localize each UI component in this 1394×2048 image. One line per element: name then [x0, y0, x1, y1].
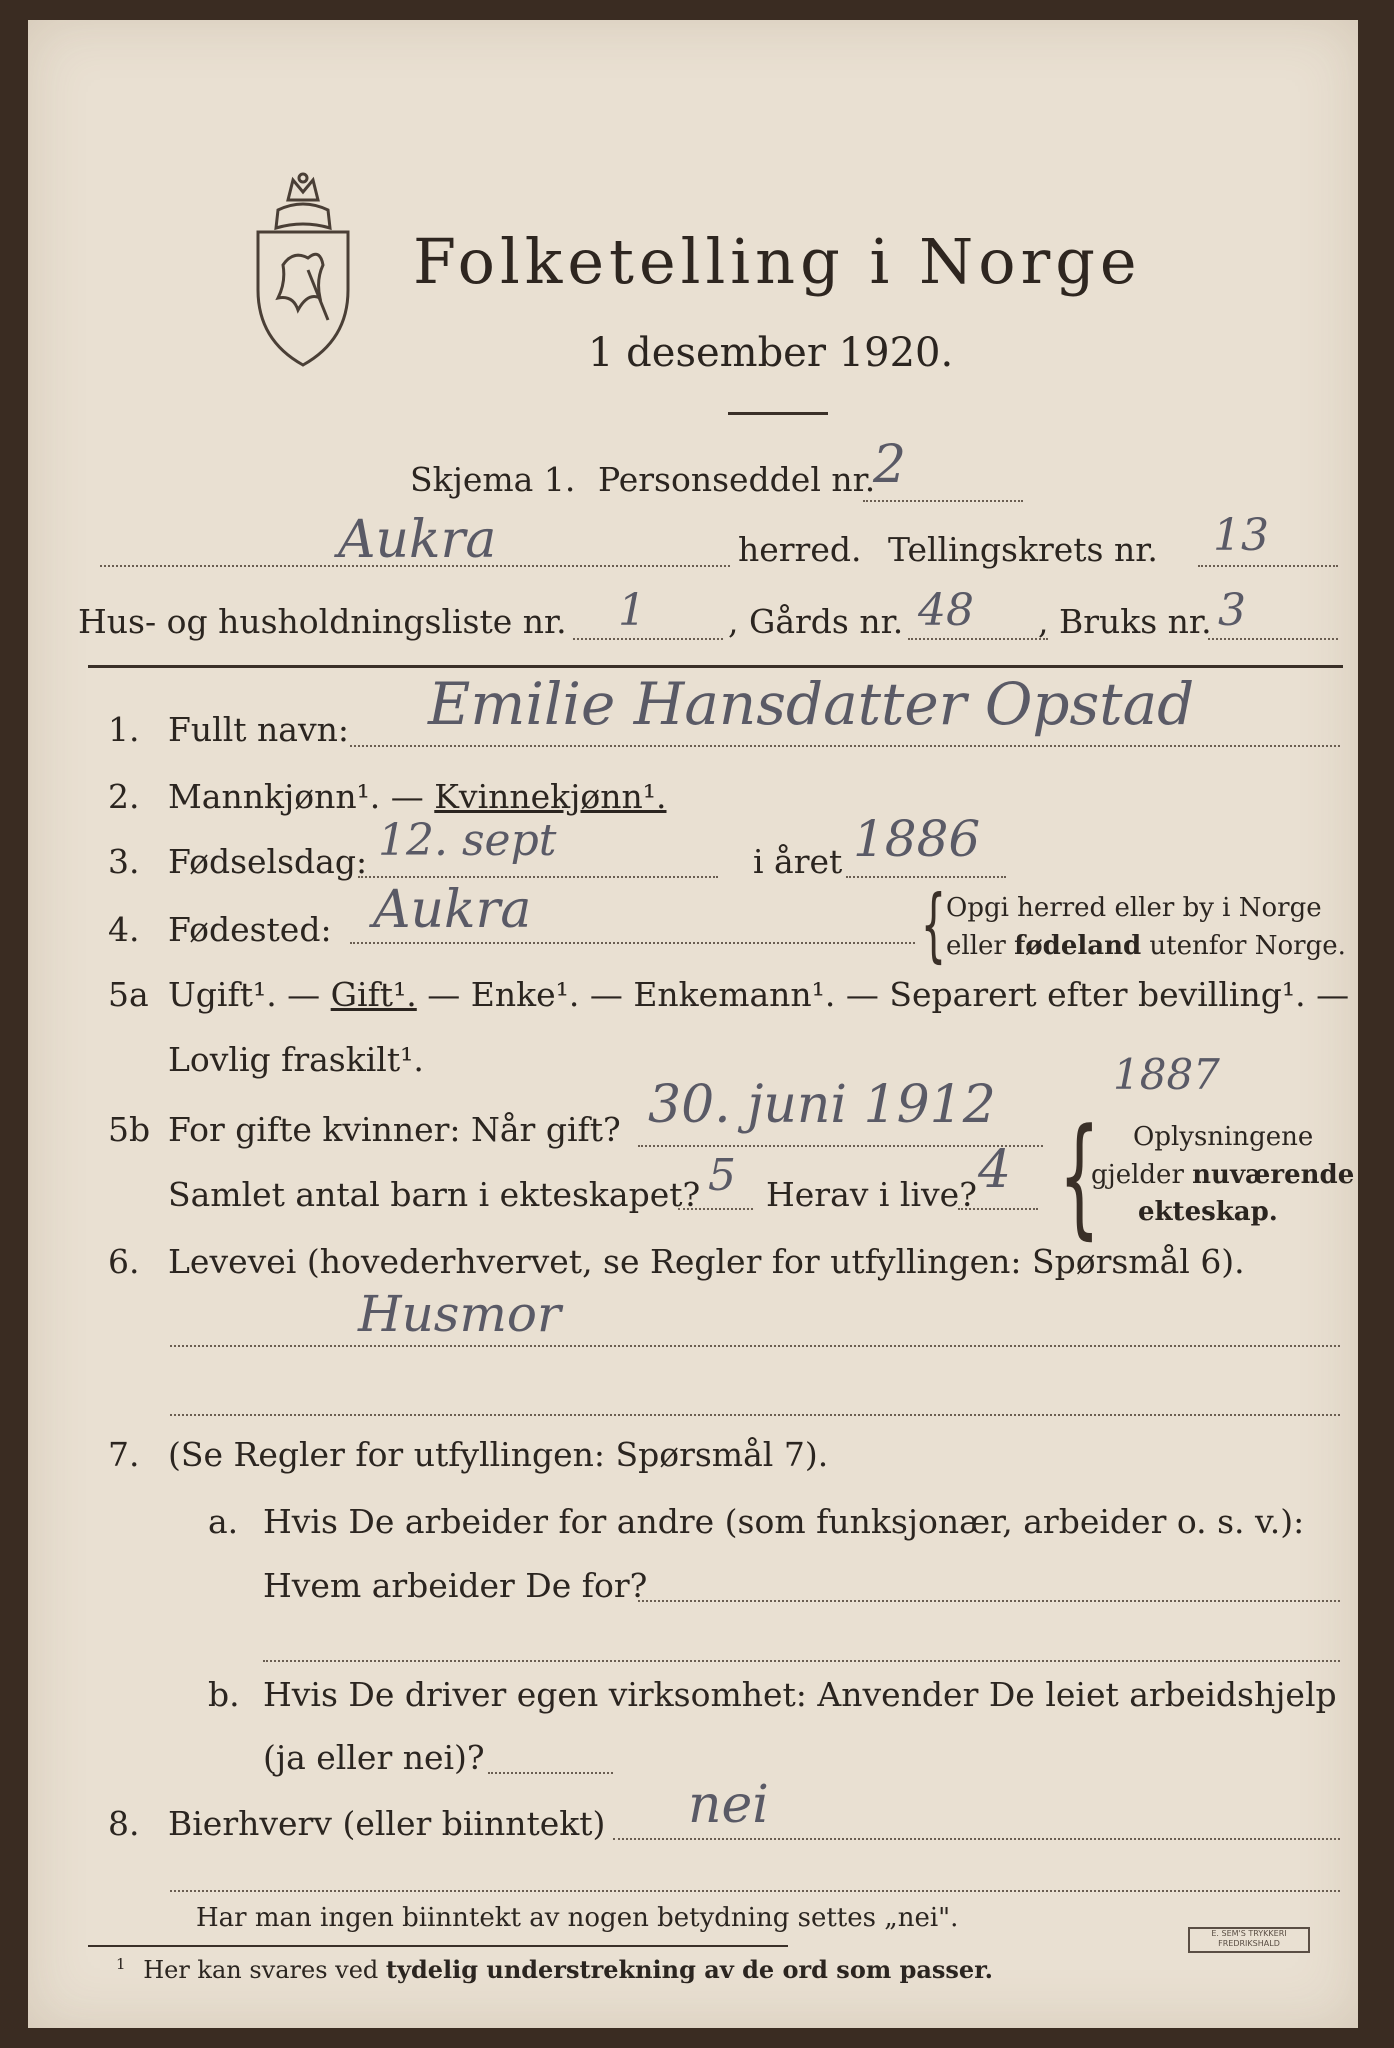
- form-title: Folketelling i Norge: [413, 225, 1142, 298]
- q8-number: 8.: [108, 1804, 140, 1843]
- q5a-dash-2: —: [416, 975, 471, 1014]
- gards-label: , Gårds nr.: [728, 602, 904, 641]
- fodselsar-value[interactable]: 1886: [853, 810, 981, 868]
- q5b-note-naevaerende: nuværende: [1192, 1160, 1355, 1190]
- q5a-dash-5: —: [1305, 975, 1350, 1014]
- q5a-options: [168, 975, 1349, 1014]
- q4-note-utenfor: utenfor Norge.: [1141, 931, 1346, 961]
- q4-note-line1: Opgi herred eller by i Norge: [946, 893, 1322, 923]
- header-rule: [88, 665, 1343, 668]
- fullt-navn-value[interactable]: Emilie Hansdatter Opstad: [428, 670, 1195, 738]
- skjema-label: Skjema 1.: [410, 460, 576, 499]
- q4-brace: {: [920, 878, 947, 971]
- separert-option[interactable]: Separert efter bevilling¹.: [889, 975, 1306, 1014]
- q7a-line-1: [638, 1600, 1340, 1602]
- bruks-label: , Bruks nr.: [1038, 602, 1212, 641]
- tellingskrets-value[interactable]: 13: [1213, 510, 1269, 561]
- q7-number: 7.: [108, 1435, 140, 1474]
- live-line: [958, 1208, 1038, 1210]
- q8-extra-line: [170, 1890, 1340, 1892]
- hus-line: [573, 638, 723, 640]
- footnote-emphasis: tydelig understrekning av de ord som passer.: [385, 1955, 993, 1984]
- mannkjonn-option[interactable]: Mannkjønn¹.: [168, 777, 381, 816]
- footnote: [116, 1955, 993, 1984]
- q6-line-1: [170, 1345, 1340, 1347]
- title-divider: [728, 412, 828, 415]
- q8-line: [613, 1838, 1340, 1840]
- norway-coat-of-arms-icon: [248, 170, 358, 374]
- live-label: Herav i live?: [766, 1175, 977, 1214]
- q7b-line: [488, 1772, 613, 1774]
- q3-number: 3.: [108, 842, 140, 881]
- tellingskrets-label: Tellingskrets nr.: [888, 530, 1158, 569]
- gift-dato-value[interactable]: 30. juni 1912: [648, 1075, 996, 1135]
- i-live-value[interactable]: 4: [978, 1140, 1012, 1200]
- q5b-label: For gifte kvinner: Når gift?: [168, 1110, 621, 1149]
- barn-label: Samlet antal barn i ekteskapet?: [168, 1175, 701, 1214]
- levevei-value[interactable]: Husmor: [358, 1285, 561, 1343]
- q1-label: Fullt navn:: [168, 710, 349, 749]
- q7a-label: Hvis De arbeider for andre (som funksjonær, arbeider o. s. v.):: [263, 1502, 1305, 1541]
- q5b-note-line2: [1091, 1160, 1354, 1190]
- enke-option[interactable]: Enke¹.: [470, 975, 580, 1014]
- q5a-dash-3: —: [579, 975, 634, 1014]
- bierhverv-value[interactable]: nei: [688, 1775, 769, 1835]
- q4-line: [350, 942, 915, 944]
- census-form-page: [28, 20, 1358, 2028]
- q4-note-fodeland: fødeland: [1014, 931, 1142, 961]
- bruks-value[interactable]: 3: [1218, 585, 1246, 636]
- q6-number: 6.: [108, 1242, 140, 1281]
- q5b-brace: {: [1058, 1100, 1101, 1252]
- q6-label: Levevei (hovederhvervet, se Regler for utfyllingen: Spørsmål 6).: [168, 1242, 1245, 1281]
- fodested-value[interactable]: Aukra: [373, 880, 532, 940]
- q7-label: (Se Regler for utfyllingen: Spørsmål 7).: [168, 1435, 829, 1474]
- q4-note-eller: eller: [946, 931, 1015, 961]
- q2-options: [168, 777, 667, 816]
- gards-value[interactable]: 48: [918, 585, 974, 636]
- q7b-letter: b.: [208, 1675, 240, 1714]
- q3-label: Fødselsdag:: [168, 842, 368, 881]
- q7a-question: Hvem arbeider De for?: [263, 1566, 648, 1605]
- q5a-dash-1: —: [276, 975, 331, 1014]
- fodselsdag-value[interactable]: 12. sept: [378, 815, 557, 866]
- personseddel-label: Personseddel nr.: [598, 460, 876, 499]
- antal-barn-value[interactable]: 5: [708, 1150, 736, 1201]
- q7b-label: Hvis De driver egen virksomhet: Anvender De leiet arbeidshjelp: [263, 1675, 1337, 1714]
- fraskilt-option[interactable]: Lovlig fraskilt¹.: [168, 1040, 424, 1079]
- herred-label: herred.: [738, 530, 862, 569]
- ugift-option[interactable]: Ugift¹.: [168, 975, 277, 1014]
- q6-line-2: [170, 1414, 1340, 1416]
- q2-separator: —: [380, 777, 435, 816]
- hus-value[interactable]: 1: [618, 585, 646, 636]
- q4-number: 4.: [108, 910, 140, 949]
- printer-stamp: [1188, 1927, 1310, 1953]
- q5b-number: 5b: [108, 1110, 151, 1149]
- stamp-line-1: E. SEM'S TRYKKERI: [1211, 1929, 1287, 1938]
- footer-note: Har man ingen biinntekt av nogen betydning settes „nei".: [196, 1903, 959, 1933]
- footnote-text: Her kan svares ved: [143, 1956, 386, 1984]
- tellingskrets-line: [1198, 565, 1338, 567]
- gift-option[interactable]: Gift¹.: [330, 975, 417, 1014]
- q8-label: Bierhverv (eller biinntekt): [168, 1804, 606, 1843]
- q4-label: Fødested:: [168, 910, 332, 949]
- q1-line: [350, 745, 1340, 747]
- personseddel-value[interactable]: 2: [873, 435, 907, 495]
- footnote-rule: [88, 1945, 788, 1947]
- herred-value[interactable]: Aukra: [338, 510, 497, 570]
- q1-number: 1.: [108, 710, 140, 749]
- q5a-number: 5a: [108, 975, 149, 1014]
- margin-year-value[interactable]: 1887: [1113, 1050, 1220, 1099]
- footnote-number: 1: [116, 1955, 126, 1973]
- q7b-question: (ja eller nei)?: [263, 1738, 485, 1777]
- q5a-dash-4: —: [835, 975, 890, 1014]
- q3-year-label: i året: [753, 842, 843, 881]
- q3-day-line: [358, 876, 718, 878]
- kvinnekjonn-option[interactable]: Kvinnekjønn¹.: [434, 777, 667, 816]
- stamp-line-2: FREDRIKSHALD: [1218, 1939, 1280, 1948]
- q5b-note-line1: Oplysningene: [1133, 1122, 1314, 1152]
- personseddel-line: [863, 500, 1023, 502]
- q5b-note-line3: ekteskap.: [1138, 1197, 1278, 1227]
- barn-line: [678, 1208, 753, 1210]
- enkemann-option[interactable]: Enkemann¹.: [633, 975, 836, 1014]
- gards-line: [908, 638, 1048, 640]
- q2-number: 2.: [108, 777, 140, 816]
- hus-label: Hus- og husholdningsliste nr.: [78, 602, 567, 641]
- q7a-line-2: [263, 1660, 1340, 1662]
- q4-note-line2: [946, 931, 1346, 961]
- q5b-note-gjelder: gjelder: [1091, 1160, 1193, 1190]
- q7a-letter: a.: [208, 1502, 239, 1541]
- bruks-line: [1208, 638, 1338, 640]
- form-date: 1 desember 1920.: [588, 330, 954, 376]
